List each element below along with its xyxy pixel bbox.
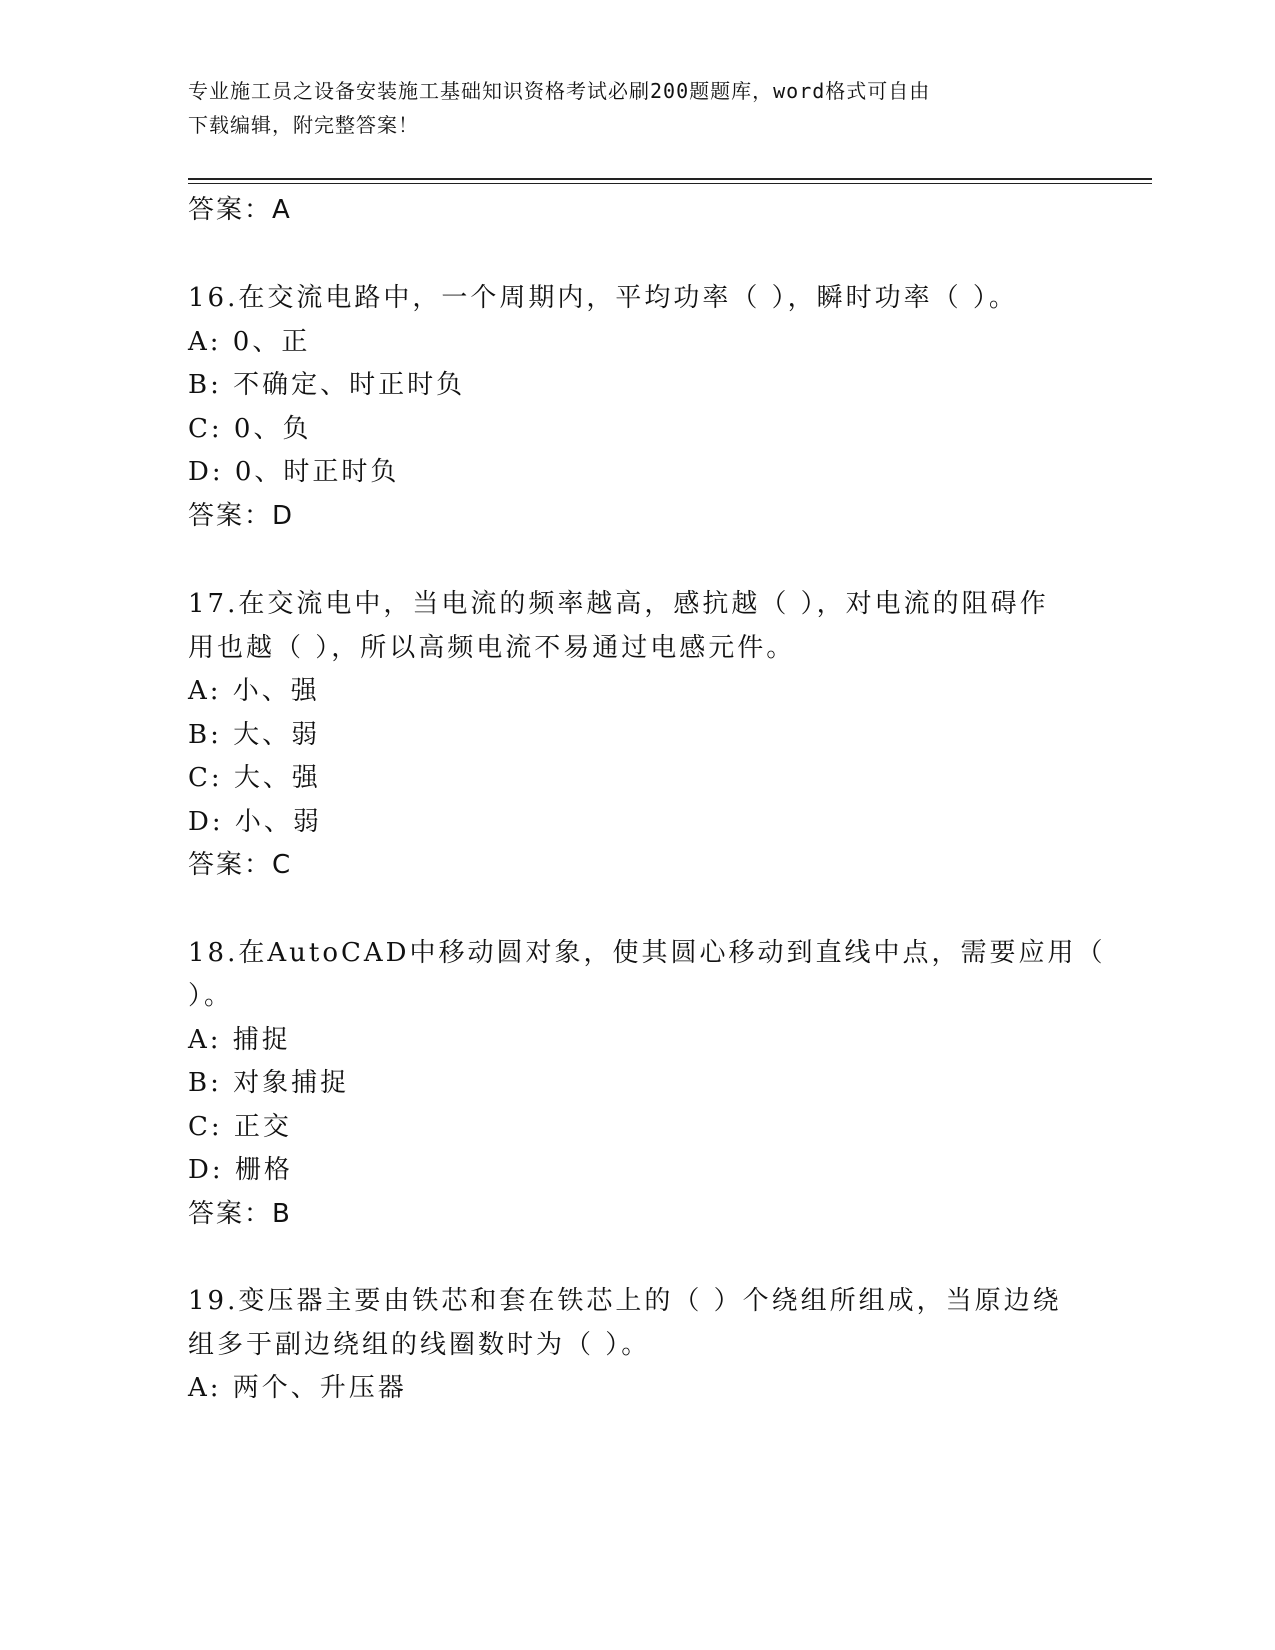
question-17-option-d: D: 小、弱 [188, 807, 322, 837]
question-17-option-c: C: 大、强 [188, 763, 321, 793]
question-16-option-d: D: 0、时正时负 [188, 457, 400, 487]
header-line-2: 下载编辑，附完整答案！ [188, 113, 419, 137]
question-16-option-a: A: 0、正 [188, 327, 311, 357]
question-19-option-a: A: 两个、升压器 [188, 1373, 407, 1403]
header-line-1: 专业施工员之设备安装施工基础知识资格考试必刷200题题库，word格式可自由 [188, 79, 931, 103]
question-17-answer: 答案：C [188, 850, 293, 880]
question-16-answer: 答案：D [188, 501, 295, 531]
question-19-stem-line-1: 19.变压器主要由铁芯和套在铁芯上的（ ）个绕组所组成，当原边绕 [188, 1286, 1062, 1316]
question-17-option-b: B: 大、弱 [188, 720, 321, 750]
question-18-stem-line-1: 18.在AutoCAD中移动圆对象，使其圆心移动到直线中点，需要应用（ [188, 938, 1106, 968]
answer-line: 答案：A [188, 195, 292, 225]
question-18-option-c: C: 正交 [188, 1112, 292, 1142]
question-18-option-a: A: 捕捉 [188, 1025, 291, 1055]
question-17-option-a: A: 小、强 [188, 676, 320, 706]
question-18-answer: 答案：B [188, 1199, 292, 1229]
question-16-option-c: C: 0、负 [188, 414, 312, 444]
question-17-stem-line-2: 用也越（ ），所以高频电流不易通过电感元件。 [188, 633, 796, 663]
question-18-stem-line-2: ）。 [188, 981, 234, 1011]
header-divider-thin [188, 183, 1152, 184]
question-18-option-b: B: 对象捕捉 [188, 1068, 350, 1098]
question-17-stem-line-1: 17.在交流电中，当电流的频率越高，感抗越（ ），对电流的阻碍作 [188, 589, 1049, 619]
question-16-option-b: B: 不确定、时正时负 [188, 370, 466, 400]
header-divider [188, 178, 1152, 180]
document-header [188, 74, 1068, 142]
question-19-stem-line-2: 组多于副边绕组的线圈数时为（ ）。 [188, 1330, 651, 1360]
question-16-stem: 16.在交流电路中，一个周期内，平均功率（ ），瞬时功率（ ）。 [188, 283, 1018, 313]
question-18-option-d: D: 栅格 [188, 1155, 293, 1185]
